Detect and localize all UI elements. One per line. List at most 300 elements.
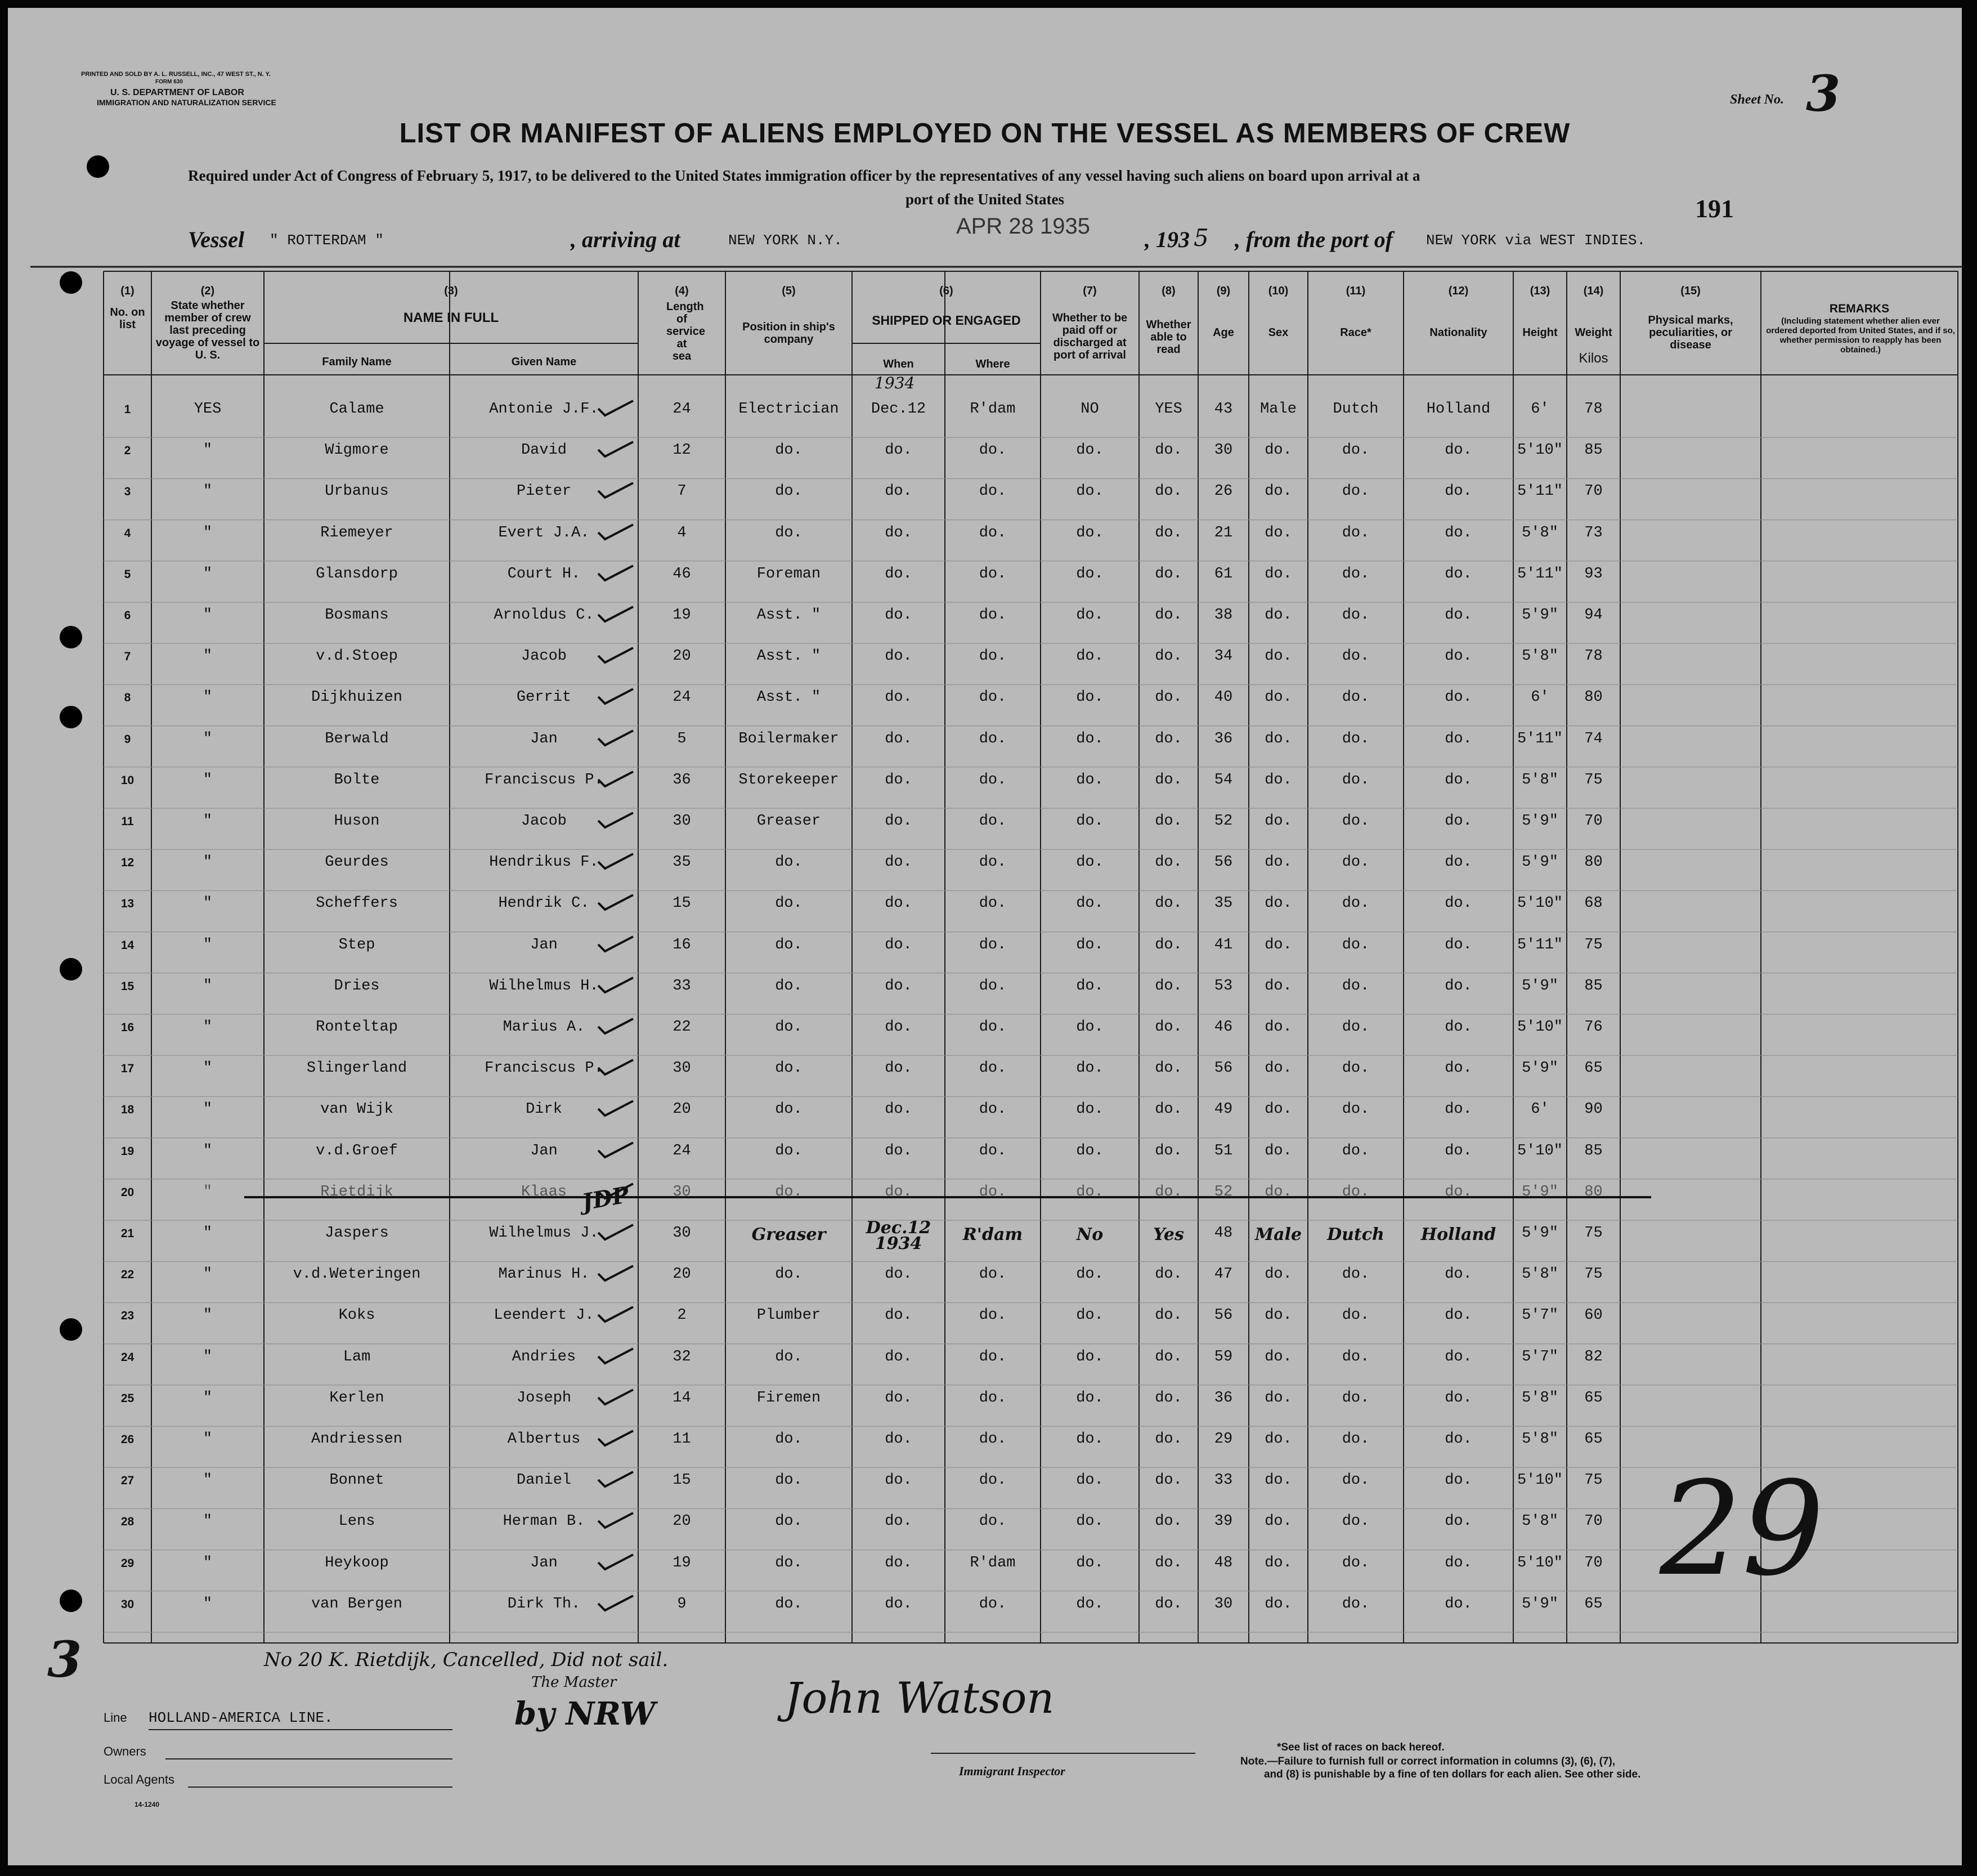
check-mark-icon: [596, 1305, 635, 1324]
height-cell: 5'8": [1522, 1266, 1558, 1283]
row-number: 27: [120, 1474, 135, 1488]
race-cell: do.: [1342, 1060, 1370, 1077]
height-cell: 5'9": [1522, 1225, 1558, 1242]
row-number: 21: [120, 1227, 135, 1240]
family-name-cell: Bolte: [334, 771, 380, 789]
inspector-signature: John Watson: [784, 1673, 1055, 1723]
position-cell: do.: [775, 1472, 803, 1489]
race-cell: do.: [1342, 607, 1370, 624]
given-name-cell: Herman B.: [503, 1513, 585, 1530]
year-digit: 5: [1194, 224, 1209, 252]
service-length-cell: 20: [673, 1513, 691, 1530]
service-length-cell: 24: [673, 401, 691, 418]
col-num: (15): [1680, 285, 1701, 297]
able-to-read-cell: do.: [1155, 1266, 1182, 1283]
shipped-where-cell: do.: [979, 442, 1007, 459]
paid-off-cell: do.: [1076, 1101, 1104, 1118]
shipped-where-cell: do.: [979, 1183, 1007, 1201]
owners-rule: [165, 1758, 452, 1759]
race-cell: do.: [1342, 1431, 1370, 1448]
weight-cell: 75: [1584, 936, 1603, 953]
shipped-when-cell: do.: [885, 1431, 912, 1448]
shipped-where-cell: do.: [979, 1101, 1007, 1118]
subtitle-line1: Required under Act of Congress of February 5, 1917, to be delivered to the United States immigration officer by the representatives of any vessel having such aliens on board upon arrival at a: [188, 167, 1420, 184]
service-length-cell: 2: [677, 1307, 687, 1324]
shipped-when-cell: do.: [885, 1183, 912, 1201]
weight-cell: 68: [1584, 895, 1603, 912]
position-cell: do.: [775, 977, 803, 995]
age-cell: 52: [1214, 1183, 1233, 1201]
row-number: 9: [124, 732, 131, 746]
shipped-where-cell: do.: [979, 771, 1007, 789]
paid-off-cell: do.: [1076, 607, 1104, 624]
age-cell: 61: [1214, 565, 1233, 583]
shipped-when-cell: do.: [885, 730, 912, 747]
weight-cell: 75: [1584, 1266, 1603, 1283]
shipped-when-cell: do.: [885, 483, 912, 500]
prev-voyage-cell: ": [203, 1595, 213, 1613]
able-to-read-cell: do.: [1155, 1554, 1182, 1571]
given-name-cell: Joseph: [516, 1389, 572, 1407]
col-header-when: When: [883, 358, 914, 370]
form-title: LIST OR MANIFEST OF ALIENS EMPLOYED ON THE VESSEL AS MEMBERS OF CREW: [399, 118, 1571, 149]
paid-off-cell: do.: [1076, 1472, 1104, 1489]
nationality-cell: do.: [1445, 730, 1472, 747]
col-header-no: No. on list: [110, 306, 145, 331]
check-mark-icon: [596, 1387, 635, 1407]
weight-cell: 94: [1584, 607, 1603, 624]
service: IMMIGRATION AND NATURALIZATION SERVICE: [97, 98, 276, 107]
given-name-cell: Arnoldus C.: [494, 607, 594, 624]
prev-voyage-cell: ": [203, 648, 213, 665]
able-to-read-cell: do.: [1155, 1101, 1182, 1118]
sex-cell: do.: [1265, 1019, 1292, 1036]
shipped-when-cell: do.: [885, 689, 912, 706]
row-number: 11: [121, 815, 134, 828]
position-cell: do.: [775, 1266, 803, 1283]
prev-voyage-cell: ": [203, 1019, 213, 1036]
check-mark-icon: [596, 811, 635, 830]
sheet-no-value: 3: [1806, 64, 1841, 123]
position-cell: Greaser: [756, 813, 821, 830]
able-to-read-cell: do.: [1155, 813, 1182, 830]
col-num: (11): [1346, 285, 1366, 297]
height-cell: 5'11": [1517, 936, 1563, 953]
paid-off-cell: do.: [1076, 1595, 1104, 1613]
position-cell: Greaser: [751, 1225, 826, 1244]
service-length-cell: 4: [677, 524, 687, 541]
paid-off-cell: do.: [1076, 1142, 1104, 1159]
prev-voyage-cell: ": [203, 1431, 213, 1448]
nationality-cell: do.: [1445, 607, 1472, 624]
col-header-race: Race*: [1340, 326, 1371, 339]
col-header-sex: Sex: [1268, 326, 1289, 339]
row-number: 7: [124, 650, 131, 664]
col-num: (6): [939, 285, 953, 297]
prev-voyage-cell: ": [203, 1142, 213, 1159]
age-cell: 52: [1214, 813, 1233, 830]
nationality-cell: do.: [1445, 854, 1472, 871]
position-cell: do.: [775, 483, 803, 500]
row-number: 30: [120, 1597, 135, 1611]
weight-cell: 80: [1584, 1183, 1603, 1201]
row-number: 5: [124, 567, 131, 581]
given-name-cell: Daniel: [516, 1472, 572, 1489]
nationality-cell: do.: [1445, 565, 1472, 583]
given-name-cell: Andries: [512, 1348, 576, 1365]
col-header-name: NAME IN FULL: [403, 310, 499, 325]
position-cell: do.: [775, 1554, 803, 1571]
nationality-cell: do.: [1445, 442, 1472, 459]
col-header-nationality: Nationality: [1429, 326, 1487, 339]
given-name-cell: Jacob: [521, 813, 567, 830]
check-mark-icon: [596, 975, 635, 995]
department: U. S. DEPARTMENT OF LABOR: [110, 88, 244, 97]
sex-cell: do.: [1265, 1595, 1292, 1613]
check-mark-icon: [596, 1223, 635, 1242]
given-name-cell: Marinus H.: [498, 1266, 590, 1283]
family-name-cell: Slingerland: [306, 1060, 407, 1077]
check-mark-stroke: [598, 772, 633, 786]
agents-rule: [188, 1787, 452, 1788]
prev-voyage-cell: ": [203, 565, 213, 583]
race-cell: do.: [1342, 1472, 1370, 1489]
race-cell: do.: [1342, 1389, 1370, 1407]
col-num: (10): [1268, 285, 1289, 297]
given-name-cell: Hendrikus F.: [489, 854, 599, 871]
row-number: 17: [120, 1062, 135, 1076]
subtitle-line2: port of the United States: [905, 191, 1064, 208]
sex-cell: do.: [1265, 1554, 1292, 1571]
shipped-where-cell: do.: [979, 1266, 1007, 1283]
shipped-where-cell: R'dam: [970, 401, 1016, 418]
shipped-when-cell: do.: [885, 1266, 912, 1283]
race-cell: Dutch: [1333, 401, 1379, 418]
race-cell: do.: [1342, 689, 1370, 706]
check-mark-icon: [596, 440, 635, 459]
sex-cell: do.: [1265, 1513, 1292, 1530]
weight-cell: 65: [1584, 1595, 1603, 1613]
position-cell: Asst. ": [756, 648, 821, 665]
able-to-read-cell: do.: [1155, 442, 1182, 459]
race-cell: do.: [1342, 730, 1370, 747]
col-num: (2): [200, 285, 215, 297]
paid-off-cell: No: [1076, 1225, 1104, 1244]
row-number: 22: [120, 1268, 135, 1282]
shipped-when-cell: do.: [885, 1389, 912, 1407]
check-mark-stroke: [598, 1101, 633, 1116]
able-to-read-cell: do.: [1155, 1595, 1182, 1613]
paid-off-cell: do.: [1076, 565, 1104, 583]
shipped-where-cell: do.: [979, 1307, 1007, 1324]
able-to-read-cell: do.: [1155, 936, 1182, 953]
given-name-cell: Franciscus P.: [485, 1060, 603, 1077]
nationality-cell: do.: [1445, 1060, 1472, 1077]
col-num: (8): [1162, 285, 1176, 297]
check-mark-icon: [596, 852, 635, 871]
family-name-cell: Lam: [343, 1348, 371, 1365]
family-name-cell: Heykoop: [325, 1554, 389, 1571]
given-name-cell: Wilhelmus J.: [489, 1225, 599, 1242]
prev-voyage-cell: ": [203, 524, 213, 541]
family-name-cell: Riemeyer: [320, 524, 393, 541]
check-mark-icon: [596, 522, 635, 541]
nationality-cell: do.: [1445, 1389, 1472, 1407]
given-name-cell: Albertus: [507, 1431, 581, 1448]
sex-cell: do.: [1265, 442, 1292, 459]
shipped-when-cell: do.: [885, 1101, 912, 1118]
family-name-cell: Wigmore: [325, 442, 389, 459]
shipped-where-cell: do.: [979, 1595, 1007, 1613]
shipped-when-cell: do.: [885, 524, 912, 541]
race-note: *See list of races on back hereof.: [1277, 1741, 1445, 1753]
family-name-cell: Jaspers: [325, 1225, 389, 1242]
nationality-cell: do.: [1445, 1266, 1472, 1283]
paid-off-cell: do.: [1076, 936, 1104, 953]
paid-off-cell: do.: [1076, 895, 1104, 912]
sex-cell: do.: [1265, 1348, 1292, 1365]
weight-cell: 65: [1584, 1060, 1603, 1077]
check-mark-stroke: [598, 854, 633, 868]
nationality-cell: do.: [1445, 977, 1472, 995]
weight-cell: 75: [1584, 771, 1603, 789]
position-cell: do.: [775, 1348, 803, 1365]
prev-voyage-cell: ": [203, 1554, 213, 1571]
prev-voyage-cell: ": [203, 730, 213, 747]
col-num: (13): [1530, 285, 1550, 297]
age-cell: 54: [1214, 771, 1233, 789]
prev-voyage-cell: ": [203, 771, 213, 789]
position-cell: do.: [775, 442, 803, 459]
paid-off-cell: do.: [1076, 1554, 1104, 1571]
given-name-cell: Jan: [530, 1142, 558, 1159]
paid-off-cell: do.: [1076, 1348, 1104, 1365]
check-mark-stroke: [598, 1143, 633, 1157]
manifest-sheet: [8, 8, 1962, 1865]
nationality-cell: do.: [1445, 1348, 1472, 1365]
prev-voyage-cell: ": [203, 483, 213, 500]
col-header-read: Whether able to read: [1146, 319, 1191, 356]
year-print: 191: [1695, 194, 1734, 223]
age-cell: 38: [1214, 607, 1233, 624]
nationality-cell: do.: [1445, 813, 1472, 830]
service-length-cell: 5: [677, 730, 687, 747]
printer-line: PRINTED AND SOLD BY A. L. RUSSELL, INC., 47 WEST ST., N. Y.: [81, 71, 271, 78]
service-length-cell: 30: [673, 1225, 691, 1242]
master-sig-line1: The Master: [531, 1674, 617, 1691]
shipped-where-cell: do.: [979, 895, 1007, 912]
family-name-cell: Glansdorp: [316, 565, 398, 583]
service-length-cell: 15: [673, 1472, 691, 1489]
position-cell: do.: [775, 1595, 803, 1613]
able-to-read-cell: do.: [1155, 730, 1182, 747]
height-cell: 5'9": [1522, 607, 1558, 624]
height-cell: 5'10": [1517, 1142, 1563, 1159]
age-cell: 53: [1214, 977, 1233, 995]
able-to-read-cell: do.: [1155, 648, 1182, 665]
height-cell: 5'7": [1522, 1307, 1558, 1324]
given-name-cell: Pieter: [516, 483, 572, 500]
prev-voyage-cell: ": [203, 1472, 213, 1489]
arriving-label: , arriving at: [571, 227, 680, 252]
age-cell: 48: [1214, 1225, 1233, 1242]
shipped-when-cell: do.: [885, 1142, 912, 1159]
given-name-cell: Gerrit: [516, 689, 572, 706]
check-mark-icon: [596, 1346, 635, 1365]
check-mark-stroke: [598, 1390, 633, 1404]
check-mark-stroke: [598, 442, 633, 456]
check-mark-stroke: [598, 1431, 633, 1445]
given-name-cell: Wilhelmus H.: [489, 977, 599, 995]
position-cell: do.: [775, 524, 803, 541]
shipped-where-cell: R'dam: [970, 1554, 1016, 1571]
age-cell: 21: [1214, 524, 1233, 541]
check-mark-icon: [596, 687, 635, 706]
position-cell: do.: [775, 936, 803, 953]
family-name-cell: Koks: [338, 1307, 375, 1324]
shipped-when-cell: do.: [885, 936, 912, 953]
check-mark-icon: [596, 1058, 635, 1077]
race-cell: do.: [1342, 1348, 1370, 1365]
family-name-cell: Geurdes: [325, 854, 389, 871]
family-name-cell: Dries: [334, 977, 380, 995]
paid-off-cell: do.: [1076, 1060, 1104, 1077]
shipped-when-cell: do.: [885, 977, 912, 995]
nationality-cell: do.: [1445, 1431, 1472, 1448]
shipped-when-cell: do.: [885, 1019, 912, 1036]
col-header-state: State whether member of crew last preceding voyage of vessel to U. S.: [155, 299, 260, 361]
service-length-cell: 46: [673, 565, 691, 583]
shipped-where-cell: do.: [979, 854, 1007, 871]
check-mark-stroke: [598, 937, 633, 951]
race-cell: do.: [1342, 1266, 1370, 1283]
sex-cell: do.: [1265, 1389, 1292, 1407]
age-cell: 46: [1214, 1019, 1233, 1036]
position-cell: Asst. ": [756, 689, 821, 706]
check-mark-stroke: [598, 1596, 633, 1610]
given-name-cell: David: [521, 442, 567, 459]
shipped-where-cell: do.: [979, 1019, 1007, 1036]
check-mark-icon: [596, 1593, 635, 1613]
race-cell: do.: [1342, 442, 1370, 459]
height-cell: 5'10": [1517, 442, 1563, 459]
family-name-cell: Bonnet: [329, 1472, 384, 1489]
shipped-when-cell: do.: [885, 1472, 912, 1489]
nationality-cell: do.: [1445, 1019, 1472, 1036]
col-header-service: Length of service at sea: [666, 301, 705, 362]
race-cell: do.: [1342, 1307, 1370, 1324]
service-length-cell: 30: [673, 1183, 691, 1201]
weight-cell: 74: [1584, 730, 1603, 747]
family-name-cell: Huson: [334, 813, 380, 830]
height-cell: 5'11": [1517, 730, 1563, 747]
paid-off-cell: do.: [1076, 854, 1104, 871]
row-number: 10: [120, 773, 135, 787]
check-mark-stroke: [598, 1019, 633, 1033]
shipped-where-cell: do.: [979, 1142, 1007, 1159]
check-mark-stroke: [598, 1307, 633, 1322]
weight-cell: 70: [1584, 1554, 1603, 1571]
nationality-cell: do.: [1445, 1554, 1472, 1571]
sex-cell: do.: [1265, 895, 1292, 912]
able-to-read-cell: do.: [1155, 977, 1182, 995]
col-header-shipped: SHIPPED OR ENGAGED: [872, 313, 1021, 328]
paid-off-cell: do.: [1076, 1266, 1104, 1283]
nationality-cell: do.: [1445, 648, 1472, 665]
paid-off-cell: do.: [1076, 771, 1104, 789]
given-name-cell: Jan: [530, 730, 558, 747]
given-name-cell: Dirk: [526, 1101, 562, 1118]
check-mark-stroke: [598, 689, 633, 704]
check-mark-icon: [596, 399, 635, 418]
race-cell: do.: [1342, 854, 1370, 871]
nationality-cell: do.: [1445, 1307, 1472, 1324]
shipped-when-cell: do.: [885, 854, 912, 871]
weight-cell: 65: [1584, 1431, 1603, 1448]
age-cell: 35: [1214, 895, 1233, 912]
age-cell: 40: [1214, 689, 1233, 706]
row-number: 8: [124, 691, 131, 705]
paid-off-cell: do.: [1076, 442, 1104, 459]
service-length-cell: 30: [673, 813, 691, 830]
given-name-cell: Hendrik C.: [498, 895, 590, 912]
service-length-cell: 33: [673, 977, 691, 995]
prev-voyage-cell: ": [203, 813, 213, 830]
age-cell: 47: [1214, 1266, 1233, 1283]
race-cell: do.: [1342, 1101, 1370, 1118]
check-mark-stroke: [598, 813, 633, 827]
col-num: (9): [1216, 285, 1231, 297]
fine-note-1: Note.—Failure to furnish full or correct information in columns (3), (6), (7),: [1240, 1756, 1616, 1767]
position-cell: do.: [775, 1142, 803, 1159]
weight-cell: 82: [1584, 1348, 1603, 1365]
check-mark-icon: [596, 605, 635, 624]
check-mark-stroke: [598, 895, 633, 910]
check-mark-icon: [596, 1470, 635, 1489]
col-header-given: Given Name: [511, 356, 577, 368]
race-cell: do.: [1342, 771, 1370, 789]
paid-off-cell: do.: [1076, 1019, 1104, 1036]
age-cell: 36: [1214, 1389, 1233, 1407]
row-number: 14: [120, 938, 135, 952]
shipped-where-cell: do.: [979, 936, 1007, 953]
row-number: 2: [124, 444, 131, 458]
row-number: 20: [120, 1185, 135, 1199]
height-cell: 5'8": [1522, 648, 1558, 665]
family-name-cell: Lens: [338, 1513, 375, 1530]
position-cell: do.: [775, 1060, 803, 1077]
nationality-cell: do.: [1445, 1595, 1472, 1613]
prev-voyage-cell: ": [203, 1348, 213, 1365]
family-name-cell: Calame: [329, 401, 384, 418]
nationality-cell: do.: [1445, 1472, 1472, 1489]
race-cell: do.: [1342, 977, 1370, 995]
paid-off-cell: do.: [1076, 648, 1104, 665]
line-label: Line: [104, 1711, 127, 1725]
age-cell: 49: [1214, 1101, 1233, 1118]
check-mark-stroke: [598, 1060, 633, 1074]
paid-off-cell: do.: [1076, 483, 1104, 500]
weight-cell: 75: [1584, 1472, 1603, 1489]
able-to-read-cell: do.: [1155, 1472, 1182, 1489]
col-header-height: Height: [1522, 326, 1558, 339]
height-cell: 5'8": [1522, 1389, 1558, 1407]
check-mark-icon: [596, 646, 635, 665]
row-number: 29: [120, 1556, 135, 1570]
service-length-cell: 20: [673, 1266, 691, 1283]
prev-voyage-cell: ": [203, 1183, 213, 1201]
age-cell: 43: [1214, 401, 1233, 418]
